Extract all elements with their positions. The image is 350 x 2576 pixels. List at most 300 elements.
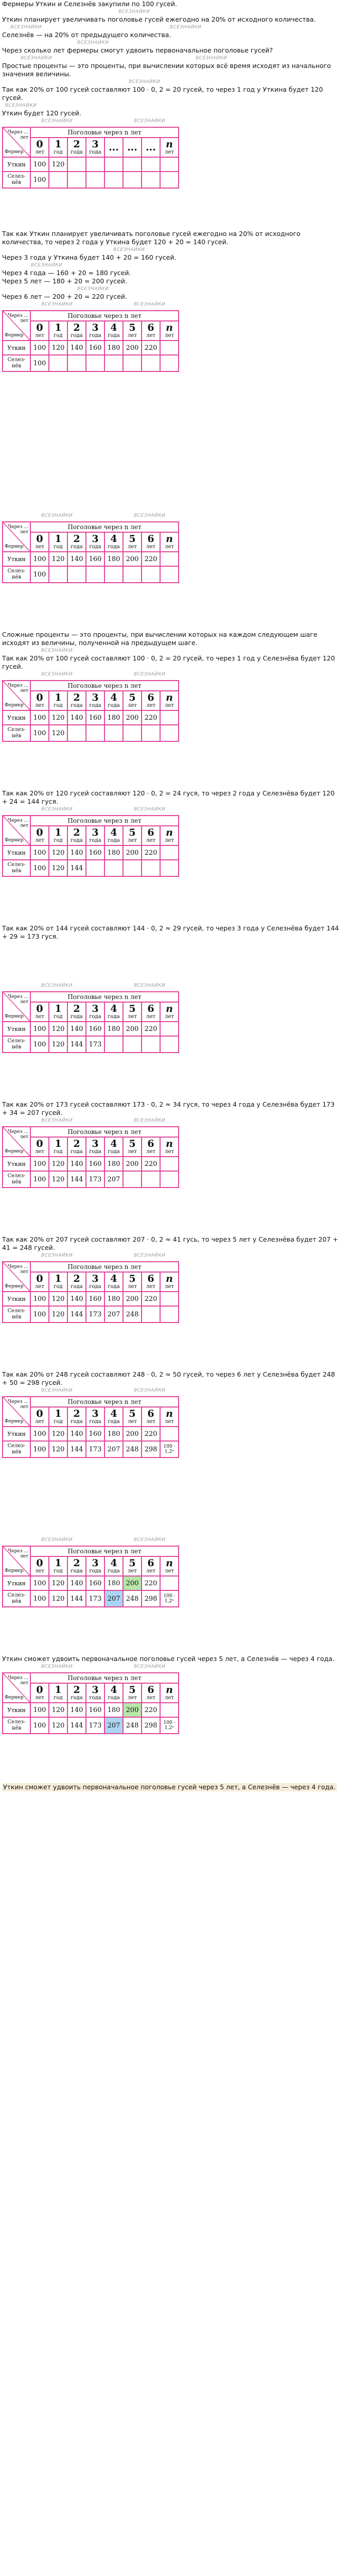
utkin-cell: 100 — [30, 341, 49, 355]
population-table — [2, 815, 179, 877]
year-header: n лет — [160, 532, 179, 552]
table-corner-cell — [3, 1397, 30, 1427]
table-title: Поголовье через n лет — [30, 1127, 179, 1137]
year-header: n лет — [160, 1272, 179, 1292]
year-header: 6 лет — [142, 1002, 160, 1022]
utkin-cell: 220 — [142, 1022, 160, 1036]
seleznev-cell — [104, 355, 123, 371]
watermark: ВСЕЗНАЙКИ — [41, 1118, 73, 1123]
row-label-utkin: Уткин — [3, 341, 30, 355]
utkin-cell: 140 — [67, 1157, 86, 1171]
seleznev-cell — [104, 1036, 123, 1053]
year-header: 1 год — [49, 1272, 67, 1292]
step-text: Так как 20% от 144 гусей составляют 144 · 0, 2 ≈ 29 гусей, то через 3 года у Селезнёва будет 144 + 29 = 173 гуся. — [2, 924, 339, 940]
year-header: 1 год — [49, 826, 67, 845]
seleznev-cell — [86, 725, 104, 741]
seleznev-cell: 100 · 1,2ⁿ — [160, 1590, 179, 1607]
corner-bottom-label: Фермер — [5, 1014, 24, 1019]
year-header: 6 лет — [142, 1556, 160, 1576]
utkin-cell: 220 — [142, 1703, 160, 1717]
year-header: 3 года — [86, 691, 104, 710]
seleznev-cell: 248 — [123, 1441, 142, 1458]
year-header: 3 года — [86, 138, 104, 157]
goose-table — [2, 521, 350, 583]
year-header: 0 лет — [30, 691, 49, 710]
utkin-cell: 140 — [67, 1292, 86, 1306]
seleznev-cell: 120 — [49, 1717, 67, 1734]
year-header: 6 лет — [142, 1272, 160, 1292]
seleznev-cell: 298 — [142, 1717, 160, 1734]
utkin-cell: 180 — [104, 341, 123, 355]
year-header: 3 года — [86, 532, 104, 552]
watermark: ВСЕЗНАЙКИ — [134, 1253, 166, 1258]
corner-top-label: Через ... лет — [8, 683, 28, 693]
corner-bottom-label: Фермер — [5, 1568, 24, 1573]
year-header: 1 год — [49, 321, 67, 341]
seleznev-cell — [86, 860, 104, 876]
seleznev-cell: 144 — [67, 860, 86, 876]
goose-table — [2, 991, 350, 1053]
utkin-cell — [160, 710, 179, 725]
utkin-cell: 120 — [49, 1576, 67, 1590]
row-label-seleznev: Селез-нёв — [3, 725, 30, 741]
seleznev-cell: 100 — [30, 860, 49, 876]
watermark: ВСЕЗНАЙКИ — [41, 1388, 73, 1393]
utkin-cell — [86, 157, 104, 172]
corner-bottom-label: Фермер — [5, 838, 24, 843]
table-corner-cell — [3, 1127, 30, 1157]
utkin-cell: 100 — [30, 1022, 49, 1036]
utkin-cell — [160, 1022, 179, 1036]
table-corner-cell — [3, 1673, 30, 1703]
year-header: 5 лет — [123, 1407, 142, 1427]
seleznev-cell — [160, 566, 179, 583]
watermark: ВСЕЗНАЙКИ — [10, 25, 42, 30]
row-label-utkin: Уткин — [3, 845, 30, 860]
step-text: Так как 20% от 207 гусей составляют 207 · 0, 2 ≈ 41 гусь, то через 5 лет у Селезнёва будет 207 + 41 = 248 гусей. — [2, 1235, 338, 1251]
seleznev-cell: 248 — [123, 1590, 142, 1607]
seleznev-cell — [67, 725, 86, 741]
utkin-cell — [142, 157, 160, 172]
utkin-cell — [160, 845, 179, 860]
watermark: ВСЕЗНАЙКИ — [134, 513, 166, 518]
year-header: 3 года — [86, 1407, 104, 1427]
watermark: ВСЕЗНАЙКИ — [134, 118, 166, 124]
utkin-cell: 160 — [86, 1157, 104, 1171]
corner-top-label: Через ... лет — [8, 1549, 28, 1559]
year-header: 0 лет — [30, 1002, 49, 1022]
step-text: Так как Уткин планирует увеличивать поголовье гусей ежегодно на 20% от исходного количества, то через 2 года у Уткина будет 120 + 20 = 140 гусей. — [2, 230, 301, 246]
year-header: 6 лет — [142, 1683, 160, 1703]
corner-top-label: Через ... лет — [8, 524, 28, 535]
table-block-8 — [0, 1252, 350, 1370]
corner-bottom-label: Фермер — [5, 1419, 24, 1424]
seleznev-cell — [104, 172, 123, 188]
seleznev-cell — [142, 172, 160, 188]
seleznev-cell: 248 — [123, 1717, 142, 1734]
utkin-cell: 160 — [86, 845, 104, 860]
utkin-cell — [160, 1576, 179, 1590]
year-header: 6 лет — [142, 1137, 160, 1157]
year-header: 4 года — [104, 321, 123, 341]
seleznev-cell — [123, 725, 142, 741]
corner-top-label: Через ... лет — [8, 130, 28, 140]
utkin-cell: 100 — [30, 710, 49, 725]
watermark: ВСЕЗНАЙКИ — [196, 56, 227, 61]
utkin-cell: 220 — [142, 1576, 160, 1590]
table-corner-cell — [3, 1262, 30, 1292]
seleznev-cell: 207 — [104, 1441, 123, 1458]
seleznev-cell — [160, 860, 179, 876]
utkin-cell: 120 — [49, 1427, 67, 1441]
utkin-cell: 120 — [49, 552, 67, 566]
seleznev-cell: 100 — [30, 355, 49, 371]
goose-table — [2, 1126, 350, 1188]
corner-top-label: Через ... лет — [8, 1399, 28, 1410]
year-header: 3 года — [86, 826, 104, 845]
table-title: Поголовье через n лет — [30, 1397, 179, 1407]
final-answer: Уткин сможет удвоить первоначальное поголовье гусей через 5 лет, а Селезнёв — через 4 года. — [3, 1783, 336, 1791]
seleznev-cell: 144 — [67, 1171, 86, 1188]
watermark: ВСЕЗНАЙКИ — [41, 807, 73, 812]
seleznev-cell — [160, 1306, 179, 1323]
year-header: n лет — [160, 1407, 179, 1427]
watermark: ВСЕЗНАЙКИ — [134, 1537, 166, 1543]
population-table — [2, 1672, 179, 1734]
year-header: 3 года — [86, 1683, 104, 1703]
utkin-cell: 180 — [104, 1022, 123, 1036]
watermark: ВСЕЗНАЙКИ — [170, 25, 202, 30]
utkin-cell: 140 — [67, 1703, 86, 1717]
year-header: 2 года — [67, 691, 86, 710]
watermark: ВСЕЗНАЙКИ — [134, 1118, 166, 1123]
seleznev-cell — [104, 725, 123, 741]
utkin-cell: 140 — [67, 1022, 86, 1036]
table-title: Поголовье через n лет — [30, 1546, 179, 1556]
seleznev-cell — [123, 1036, 142, 1053]
year-header: 3 года — [86, 321, 104, 341]
watermark: ВСЕЗНАЙКИ — [134, 807, 166, 812]
utkin-cell: 220 — [142, 552, 160, 566]
table-title: Поголовье через n лет — [30, 1262, 179, 1272]
corner-bottom-label: Фермер — [5, 1695, 24, 1700]
seleznev-cell — [86, 172, 104, 188]
seleznev-cell — [123, 355, 142, 371]
spacer — [0, 419, 350, 512]
corner-top-label: Через ... лет — [8, 1264, 28, 1275]
utkin-cell: 200 — [123, 341, 142, 355]
row-label-utkin: Уткин — [3, 1576, 30, 1590]
seleznev-cell — [67, 172, 86, 188]
utkin-cell: 200 — [123, 1576, 142, 1590]
year-header: 3 года — [86, 1002, 104, 1022]
year-header: 5 лет — [123, 1002, 142, 1022]
year-header: 4 года — [104, 1272, 123, 1292]
corner-bottom-label: Фермер — [5, 333, 24, 338]
year-header: n лет — [160, 1002, 179, 1022]
year-header: 3 года — [86, 1556, 104, 1576]
seleznev-cell: 100 — [30, 1717, 49, 1734]
utkin-cell — [160, 1292, 179, 1306]
watermark: ВСЕЗНАЙКИ — [31, 263, 63, 268]
year-header: 5 лет — [123, 1272, 142, 1292]
utkin-cell: 100 — [30, 1157, 49, 1171]
seleznev-cell: 207 — [104, 1171, 123, 1188]
goose-table — [2, 1396, 350, 1458]
table-corner-cell — [3, 522, 30, 552]
seleznev-cell — [86, 355, 104, 371]
utkin-cell — [67, 157, 86, 172]
step-text: Через 3 года у Уткина будет 140 + 20 = 160 гусей. — [2, 253, 177, 261]
seleznev-cell: 120 — [49, 1036, 67, 1053]
seleznev-plan-text: Селезнёв — на 20% от предыдущего количества. — [2, 31, 171, 39]
utkin-cell: 140 — [67, 1427, 86, 1441]
year-header: 0 лет — [30, 1407, 49, 1427]
year-header: 0 лет — [30, 1272, 49, 1292]
seleznev-cell: 120 — [49, 1590, 67, 1607]
year-header: 4 года — [104, 691, 123, 710]
seleznev-cell — [160, 1171, 179, 1188]
year-header: 1 год — [49, 1683, 67, 1703]
table-block-7 — [0, 1117, 350, 1235]
table-title: Поголовье через n лет — [30, 1673, 179, 1683]
step-text: Так как 20% от 120 гусей составляют 120 · 0, 2 = 24 гуся, то через 2 года у Селезнёва будет 120 + 24 = 144 гуся. — [2, 789, 335, 805]
simple-percent-definition: Простые проценты — это проценты, при вычислении которых всё время исходят из начального значения величины. — [2, 62, 331, 78]
seleznev-cell: 100 — [30, 1036, 49, 1053]
population-table — [2, 1126, 179, 1188]
utkin-cell: 180 — [104, 1157, 123, 1171]
watermark: ВСЕЗНАЙКИ — [77, 286, 109, 292]
utkin-cell: 140 — [67, 1576, 86, 1590]
year-header: n лет — [160, 1137, 179, 1157]
row-label-utkin: Уткин — [3, 157, 30, 172]
population-table — [2, 310, 179, 372]
year-header: 0 лет — [30, 321, 49, 341]
row-label-utkin: Уткин — [3, 1022, 30, 1036]
utkin-cell: 180 — [104, 1703, 123, 1717]
seleznev-cell: 120 — [49, 725, 67, 741]
row-label-seleznev: Селез-нёв — [3, 172, 30, 188]
utkin-cell: 120 — [49, 710, 67, 725]
seleznev-cell: 120 — [49, 860, 67, 876]
utkin-cell: 220 — [142, 1427, 160, 1441]
year-header: 6 лет — [142, 321, 160, 341]
seleznev-cell: 173 — [86, 1590, 104, 1607]
year-header: 4 года — [104, 1556, 123, 1576]
utkin-cell: 180 — [104, 1292, 123, 1306]
table-title: Поголовье через n лет — [30, 992, 179, 1002]
table-title: Поголовье через n лет — [30, 311, 179, 321]
utkin-cell: 220 — [142, 845, 160, 860]
population-table — [2, 127, 179, 189]
table-corner-cell — [3, 681, 30, 710]
utkin-cell — [104, 157, 123, 172]
year-header: 4 года — [104, 826, 123, 845]
utkin-cell: 100 — [30, 157, 49, 172]
seleznev-cell: 248 — [123, 1306, 142, 1323]
table-corner-cell — [3, 992, 30, 1022]
utkin-cell: 160 — [86, 341, 104, 355]
seleznev-cell — [49, 566, 67, 583]
corner-top-label: Через ... лет — [8, 1675, 28, 1686]
seleznev-cell — [142, 566, 160, 583]
row-label-utkin: Уткин — [3, 1292, 30, 1306]
watermark: ВСЕЗНАЙКИ — [41, 1537, 73, 1543]
seleznev-cell: 100 — [30, 1306, 49, 1323]
utkin-cell: 160 — [86, 1292, 104, 1306]
seleznev-cell: 173 — [86, 1441, 104, 1458]
year-header: 1 год — [49, 138, 67, 157]
corner-top-label: Через ... лет — [8, 994, 28, 1005]
table-block-4 — [0, 671, 350, 789]
watermark: ВСЕЗНАЙКИ — [41, 1253, 73, 1258]
utkin-cell — [123, 157, 142, 172]
utkin-cell: 160 — [86, 1022, 104, 1036]
year-header: 5 лет — [123, 826, 142, 845]
year-header: 5 лет — [123, 1137, 142, 1157]
year-header: 5 лет — [123, 532, 142, 552]
watermark: ВСЕЗНАЙКИ — [113, 247, 145, 252]
year-header: 2 года — [67, 1407, 86, 1427]
seleznev-cell — [142, 355, 160, 371]
year-header: 1 год — [49, 1137, 67, 1157]
year-header: n лет — [160, 321, 179, 341]
seleznev-cell: 100 — [30, 725, 49, 741]
utkin-cell — [160, 1703, 179, 1717]
population-table — [2, 680, 179, 742]
utkin-cell: 200 — [123, 552, 142, 566]
seleznev-cell — [160, 172, 179, 188]
utkin-cell: 120 — [49, 341, 67, 355]
intro-text: Фермеры Уткин и Селезнёв закупили по 100 гусей. — [2, 0, 177, 8]
corner-top-label: Через ... лет — [8, 818, 28, 828]
year-header: 6 лет — [142, 1407, 160, 1427]
seleznev-cell: 173 — [86, 1306, 104, 1323]
watermark: ВСЕЗНАЙКИ — [118, 9, 150, 14]
population-table — [2, 991, 179, 1053]
seleznev-cell — [123, 860, 142, 876]
utkin-cell: 160 — [86, 1703, 104, 1717]
row-label-seleznev: Селез-нёв — [3, 1036, 30, 1053]
utkin-cell: 120 — [49, 1703, 67, 1717]
watermark: ВСЕЗНАЙКИ — [5, 103, 37, 108]
goose-table — [2, 1546, 350, 1607]
seleznev-cell — [142, 1306, 160, 1323]
compound-percent-definition: Сложные проценты — это проценты, при вычислении которых на каждом следующем шаге исходят из величины, полученной на предыдущем шаге. — [2, 631, 318, 647]
watermark: ВСЕЗНАЙКИ — [134, 302, 166, 307]
goose-table — [2, 815, 350, 877]
watermark: ВСЕЗНАЙКИ — [41, 302, 73, 307]
utkin-cell: 160 — [86, 1427, 104, 1441]
year-header: 5 лет — [123, 321, 142, 341]
utkin-cell: 160 — [86, 710, 104, 725]
seleznev-cell — [160, 355, 179, 371]
seleznev-cell — [160, 1036, 179, 1053]
year-header: 1 год — [49, 1556, 67, 1576]
row-label-utkin: Уткин — [3, 552, 30, 566]
year-header: 0 лет — [30, 1556, 49, 1576]
spacer — [0, 1505, 350, 1536]
year-header: 2 года — [67, 1272, 86, 1292]
seleznev-cell: 173 — [86, 1036, 104, 1053]
year-header: 5 лет — [123, 691, 142, 710]
year-header: 0 лет — [30, 532, 49, 552]
utkin-cell: 180 — [104, 1427, 123, 1441]
watermark: ВСЕЗНАЙКИ — [129, 79, 161, 84]
seleznev-cell: 144 — [67, 1717, 86, 1734]
utkin-cell: 120 — [49, 157, 67, 172]
seleznev-cell — [160, 725, 179, 741]
population-table — [2, 1261, 179, 1323]
seleznev-cell: 100 — [30, 1171, 49, 1188]
year-header: ... — [123, 138, 142, 157]
year-header: n лет — [160, 138, 179, 157]
seleznev-cell: 298 — [142, 1590, 160, 1607]
utkin-cell: 100 — [30, 1427, 49, 1441]
utkin-cell: 180 — [104, 552, 123, 566]
seleznev-cell: 207 — [104, 1717, 123, 1734]
year-header: 0 лет — [30, 138, 49, 157]
seleznev-cell: 100 — [30, 1441, 49, 1458]
table-corner-cell — [3, 311, 30, 341]
seleznev-cell: 144 — [67, 1441, 86, 1458]
utkin-cell: 180 — [104, 1576, 123, 1590]
seleznev-cell — [67, 566, 86, 583]
utkin-cell: 200 — [123, 1157, 142, 1171]
utkin-cell: 220 — [142, 341, 160, 355]
year-header: 4 года — [104, 1002, 123, 1022]
utkin-cell: 200 — [123, 1703, 142, 1717]
goose-table — [2, 680, 350, 742]
step-text: Через 5 лет — 180 + 20 = 200 гусей. — [2, 277, 127, 285]
seleznev-cell: 100 — [30, 1590, 49, 1607]
population-table — [2, 1396, 179, 1458]
utkin-cell: 160 — [86, 1576, 104, 1590]
utkin-cell: 100 — [30, 1292, 49, 1306]
year-header: 2 года — [67, 321, 86, 341]
table-title: Поголовье через n лет — [30, 816, 179, 826]
corner-bottom-label: Фермер — [5, 544, 24, 549]
corner-bottom-label: Фермер — [5, 1149, 24, 1154]
year-header: n лет — [160, 826, 179, 845]
utkin-cell: 120 — [49, 845, 67, 860]
utkin-cell: 120 — [49, 1022, 67, 1036]
table-block-2 — [0, 301, 350, 419]
row-label-seleznev: Селез-нёв — [3, 1306, 30, 1323]
seleznev-cell — [104, 566, 123, 583]
watermark: ВСЕЗНАЙКИ — [41, 1664, 73, 1669]
watermark: ВСЕЗНАЙКИ — [134, 672, 166, 677]
row-label-utkin: Уткин — [3, 1427, 30, 1441]
seleznev-cell — [142, 1036, 160, 1053]
row-label-utkin: Уткин — [3, 1157, 30, 1171]
result-text: Уткин будет 120 гусей. — [2, 109, 81, 117]
watermark: ВСЕЗНАЙКИ — [134, 983, 166, 988]
year-header: 2 года — [67, 1137, 86, 1157]
seleznev-cell: 120 — [49, 1441, 67, 1458]
table-block-1 — [0, 117, 350, 230]
year-header: 1 год — [49, 532, 67, 552]
utkin-cell: 200 — [123, 710, 142, 725]
seleznev-cell — [49, 172, 67, 188]
year-header: 3 года — [86, 1137, 104, 1157]
goose-table — [2, 310, 350, 372]
utkin-cell: 180 — [104, 845, 123, 860]
year-header: 2 года — [67, 1683, 86, 1703]
utkin-cell: 180 — [104, 710, 123, 725]
corner-bottom-label: Фермер — [5, 149, 24, 155]
utkin-cell — [160, 552, 179, 566]
